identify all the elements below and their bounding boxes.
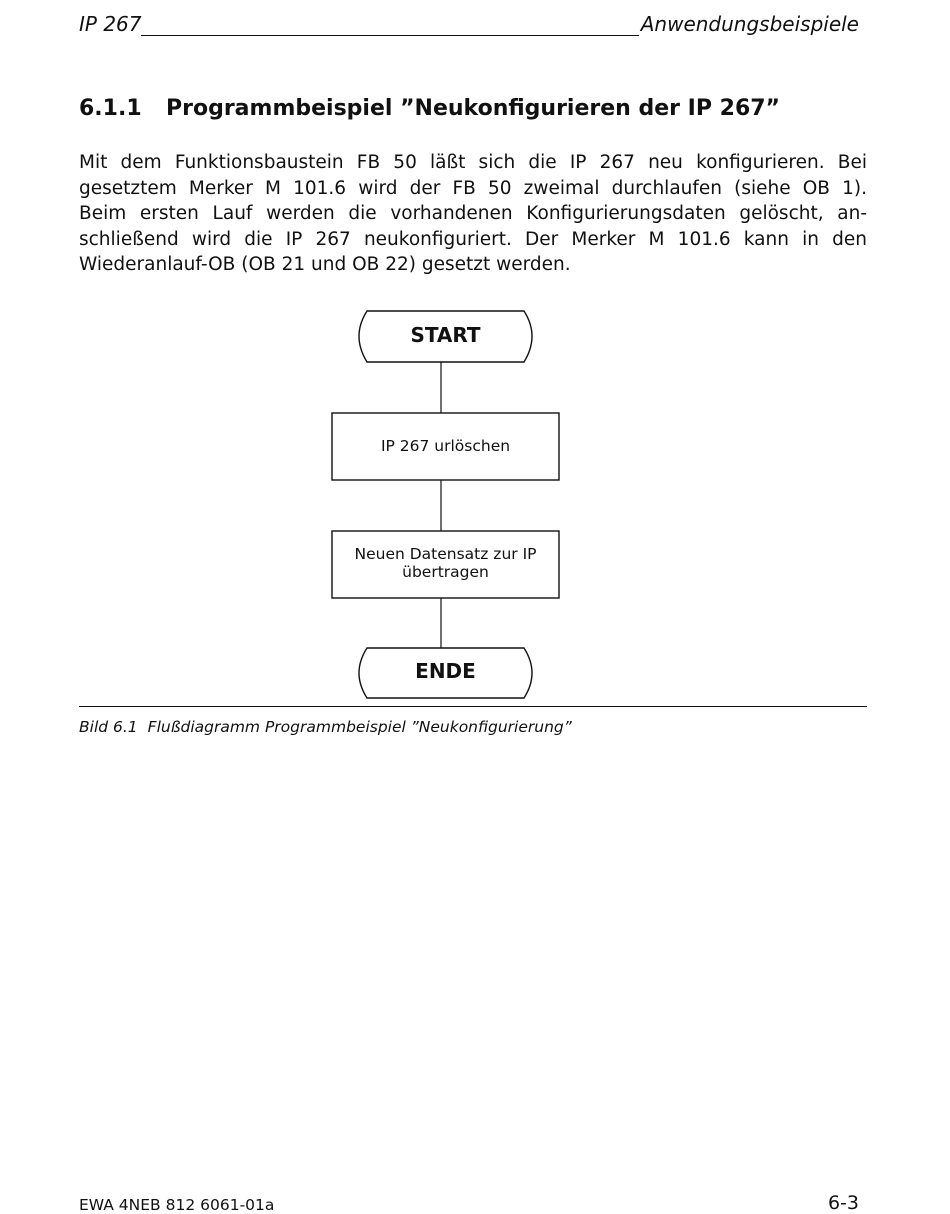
end-label: ENDE [415,659,476,683]
start-label: START [410,323,481,347]
footer-document-id: EWA 4NEB 812 6061-01a [79,1196,275,1214]
step-transfer-line1: Neuen Datensatz zur IP [354,545,537,563]
figure-rule [79,706,867,707]
figure-number: Bild 6.1 [79,718,138,736]
paragraph-line: gesetztem Merker M 101.6 wird der FB 50 zweimal durchlaufen (siehe OB 1). [79,177,867,199]
paragraph-line: Mit dem Funktionsbaustein FB 50 läßt sich die IP 267 neu konfigurieren. Bei [79,152,867,173]
paragraph-line: Wiederanlauf-OB (OB 21 und OB 22) gesetzt werden. [79,254,571,275]
figure-caption [79,718,572,736]
figure-caption-text: Flußdiagramm Programmbeispiel ”Neukonfigurierung” [147,718,572,736]
step-transfer-line2: übertragen [402,563,489,581]
header-product: IP 267 [79,12,148,36]
paragraph-line: Beim ersten Lauf werden die vorhandenen Konfigurierungsdaten gelöscht, an- [79,203,867,224]
paragraph-line: schließend wird die IP 267 neukonfiguriert. Der Merker M 101.6 kann in den [79,228,867,250]
step-clear-label: IP 267 urlöschen [380,437,511,455]
header-chapter: Anwendungsbeispiele [640,12,859,36]
section-number: 6.1.1 [79,96,142,121]
footer-page-number: 6-3 [827,1192,859,1214]
step-transfer-label [332,545,559,581]
section-title: Programmbeispiel ”Neukonfigurieren der IP 267” [166,96,781,121]
